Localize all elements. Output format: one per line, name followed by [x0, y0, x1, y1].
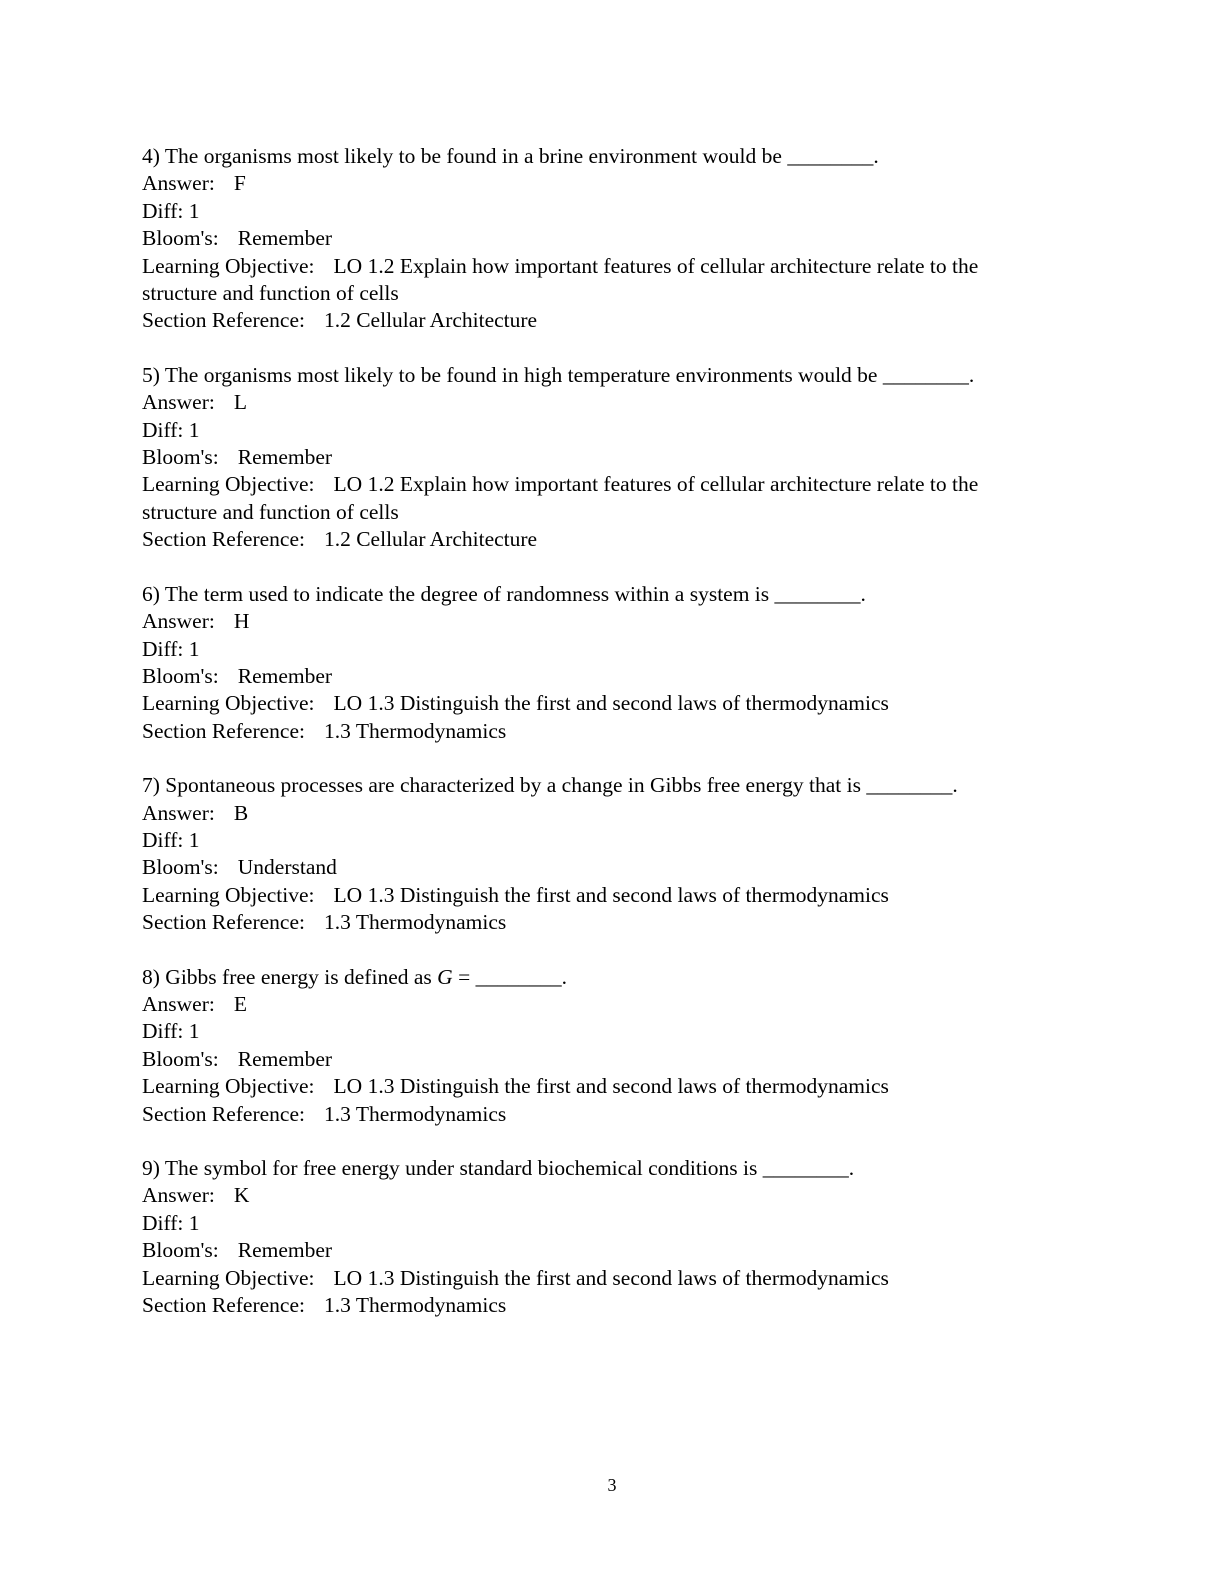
section-reference-line: [142, 718, 1082, 745]
section-reference-label: Section Reference:: [142, 1101, 305, 1126]
blooms-line: [142, 854, 1082, 881]
section-reference-label: Section Reference:: [142, 910, 305, 935]
learning-objective-text: LO 1.3 Distinguish the first and second laws of thermodynamics: [333, 882, 889, 907]
blooms-line: [142, 1046, 1082, 1073]
blooms-value: Remember: [237, 1238, 333, 1263]
diff-value: 1: [188, 417, 200, 442]
question-stem: [142, 964, 1082, 991]
answer-value: B: [233, 800, 249, 825]
diff-value: 1: [188, 198, 200, 223]
answer-label: Answer:: [142, 991, 215, 1016]
diff-value: 1: [188, 1019, 200, 1044]
diff-line: [142, 198, 1082, 225]
blooms-label: Bloom's:: [142, 445, 219, 470]
section-reference-line: [142, 1101, 1082, 1128]
blooms-label: Bloom's:: [142, 226, 219, 251]
diff-line: [142, 1018, 1082, 1045]
answer-label: Answer:: [142, 390, 215, 415]
blooms-value: Understand: [237, 855, 337, 880]
learning-objective-label: Learning Objective:: [142, 1265, 315, 1290]
question-4: [142, 143, 1082, 335]
question-number: 9): [142, 1156, 160, 1180]
blooms-line: [142, 663, 1082, 690]
learning-objective-line: [142, 882, 1082, 909]
learning-objective-continuation: structure and function of cells: [142, 499, 399, 524]
question-stem: [142, 581, 1082, 608]
learning-objective-text: LO 1.2 Explain how important features of cellular architecture relate to the: [333, 253, 979, 278]
learning-objective-continuation: structure and function of cells: [142, 281, 399, 306]
answer-value: L: [233, 390, 247, 415]
question-stem: [142, 362, 1082, 389]
blooms-label: Bloom's:: [142, 1238, 219, 1263]
question-7: [142, 772, 1082, 936]
learning-objective-label: Learning Objective:: [142, 253, 315, 278]
answer-line: [142, 170, 1082, 197]
learning-objective-label: Learning Objective:: [142, 882, 315, 907]
section-reference-value: 1.3 Thermodynamics: [323, 910, 507, 935]
answer-label: Answer:: [142, 171, 215, 196]
blooms-line: [142, 225, 1082, 252]
question-text: The symbol for free energy under standard biochemical conditions is ________.: [164, 1156, 855, 1180]
answer-label: Answer:: [142, 1183, 215, 1208]
blooms-value: Remember: [237, 1046, 333, 1071]
answer-label: Answer:: [142, 800, 215, 825]
question-text: Gibbs free energy is defined as: [165, 964, 432, 989]
section-reference-value: 1.3 Thermodynamics: [323, 1293, 507, 1318]
diff-label: Diff:: [142, 827, 184, 852]
learning-objective-line: [142, 690, 1082, 717]
question-text: The organisms most likely to be found in high temperature environments would be ________.: [164, 362, 975, 387]
question-number: 8): [142, 964, 160, 989]
section-reference-line: [142, 1292, 1082, 1319]
blooms-label: Bloom's:: [142, 663, 219, 688]
question-text: The term used to indicate the degree of randomness within a system is ________.: [164, 581, 866, 606]
question-9: [142, 1155, 1082, 1319]
section-reference-label: Section Reference:: [142, 718, 305, 743]
learning-objective-text: LO 1.3 Distinguish the first and second laws of thermodynamics: [333, 691, 889, 716]
learning-objective-line: [142, 253, 1082, 280]
answer-line: [142, 1182, 1082, 1209]
question-6: [142, 581, 1082, 745]
diff-line: [142, 1210, 1082, 1237]
page-number: 3: [607, 1475, 617, 1495]
learning-objective-label: Learning Objective:: [142, 1074, 315, 1099]
learning-objective-line: [142, 1073, 1082, 1100]
learning-objective-text: LO 1.3 Distinguish the first and second laws of thermodynamics: [333, 1265, 889, 1290]
section-reference-label: Section Reference:: [142, 1293, 305, 1318]
answer-value: F: [233, 171, 246, 196]
blooms-line: [142, 1237, 1082, 1264]
diff-line: [142, 636, 1082, 663]
diff-value: 1: [188, 827, 200, 852]
diff-line: [142, 417, 1082, 444]
learning-objective-text: LO 1.2 Explain how important features of cellular architecture relate to the: [333, 472, 979, 497]
blooms-line: [142, 444, 1082, 471]
answer-line: [142, 991, 1082, 1018]
diff-label: Diff:: [142, 1210, 184, 1235]
section-reference-value: 1.3 Thermodynamics: [323, 1101, 507, 1126]
diff-line: [142, 827, 1082, 854]
blooms-value: Remember: [237, 663, 333, 688]
blooms-label: Bloom's:: [142, 1046, 219, 1071]
question-5: [142, 362, 1082, 554]
section-reference-value: 1.2 Cellular Architecture: [323, 527, 538, 552]
blooms-value: Remember: [237, 445, 333, 470]
question-number: 7): [142, 773, 160, 798]
gibbs-variable: G: [437, 964, 453, 989]
section-reference-label: Section Reference:: [142, 527, 305, 552]
answer-value: K: [233, 1183, 250, 1208]
section-reference-value: 1.2 Cellular Architecture: [323, 308, 538, 333]
question-stem: [142, 143, 1082, 170]
answer-value: E: [233, 991, 247, 1016]
learning-objective-line: [142, 1265, 1082, 1292]
answer-line: [142, 389, 1082, 416]
learning-objective-label: Learning Objective:: [142, 691, 315, 716]
question-list: [142, 143, 1082, 1346]
answer-value: H: [233, 609, 250, 634]
blooms-label: Bloom's:: [142, 855, 219, 880]
question-stem: [142, 772, 1082, 799]
section-reference-line: [142, 307, 1082, 334]
answer-label: Answer:: [142, 609, 215, 634]
learning-objective-text: LO 1.3 Distinguish the first and second laws of thermodynamics: [333, 1074, 889, 1099]
diff-label: Diff:: [142, 198, 184, 223]
answer-line: [142, 608, 1082, 635]
learning-objective-label: Learning Objective:: [142, 472, 315, 497]
question-number: 6): [142, 581, 160, 606]
question-text-end: = ________.: [458, 964, 567, 989]
diff-value: 1: [188, 636, 200, 661]
diff-label: Diff:: [142, 1019, 184, 1044]
learning-objective-line: [142, 471, 1082, 498]
section-reference-label: Section Reference:: [142, 308, 305, 333]
blooms-value: Remember: [237, 226, 333, 251]
answer-line: [142, 800, 1082, 827]
question-text: Spontaneous processes are characterized by a change in Gibbs free energy that is ________.: [165, 773, 958, 798]
section-reference-value: 1.3 Thermodynamics: [323, 718, 507, 743]
diff-value: 1: [188, 1210, 200, 1235]
question-text: The organisms most likely to be found in a brine environment would be ________.: [164, 144, 879, 168]
diff-label: Diff:: [142, 636, 184, 661]
question-number: 4): [142, 144, 160, 168]
section-reference-line: [142, 526, 1082, 553]
section-reference-line: [142, 909, 1082, 936]
question-number: 5): [142, 362, 160, 387]
diff-label: Diff:: [142, 417, 184, 442]
question-8: [142, 964, 1082, 1128]
question-stem: [142, 1155, 1082, 1182]
